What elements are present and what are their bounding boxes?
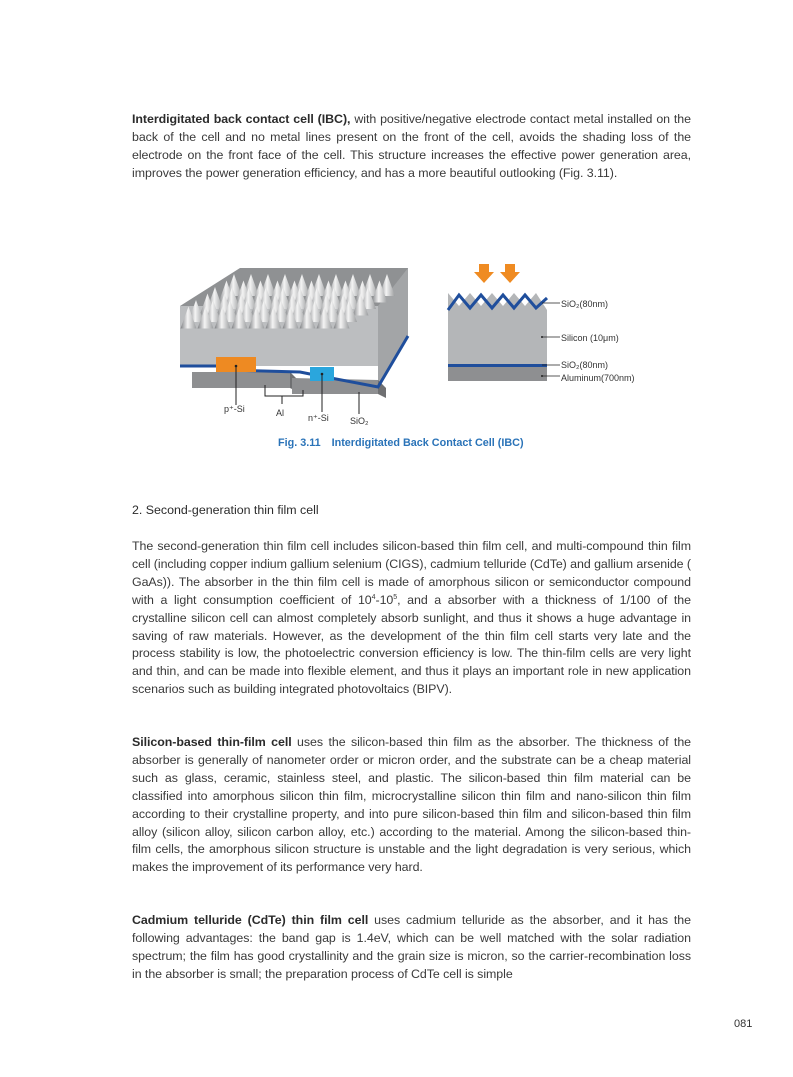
ibc-diagram bbox=[170, 240, 670, 430]
page-number: 081 bbox=[734, 1018, 753, 1030]
exponent: 5 bbox=[393, 593, 398, 601]
paragraph-cdte bbox=[132, 912, 691, 984]
paragraph-text: The second-generation thin film cell includes silicon-based thin film cell, and multi-compound thin film cell (including copper indium gallium selenium (CIGS), cadmium telluride (CdTe) and gallium arsenide ( GaAs)). The absorber in the thin film cell is made of amorphous silicon or semiconductor compound with a light consumption coefficient of 10 bbox=[132, 539, 691, 607]
ibc-3d-cell-illustration bbox=[180, 268, 408, 426]
paragraph-text: uses the silicon-based thin film as the absorber. The thickness of the absorber is generally of nanometer order or micron order, and the substrate can be a cheap material such as glass, ceramic, stainless steel, and plastic. The silicon-based thin film material can be classified into amorphous silicon thin film, microcrystalline silicon thin film and nano-silicon thin film according to their crystalline property, and into pure silicon-based thin film and silicon-based thin film alloy (silicon alloy, silicon carbon alloy, etc.) according to the material. Among the silicon-based thin-film cells, the amorphous silicon structure is unstable and the light degradation is very serious, which makes the improvement of its performance very hard. bbox=[132, 735, 692, 875]
label-aluminum: Aluminum(700nm) bbox=[561, 373, 635, 383]
label-sio2: SiO₂ bbox=[350, 416, 369, 426]
label-p-si: p⁺-Si bbox=[224, 404, 245, 414]
term-cdte: Cadmium telluride (CdTe) thin film cell bbox=[132, 913, 369, 927]
figure-title: Interdigitated Back Contact Cell (IBC) bbox=[331, 437, 524, 449]
label-top-sio2: SiO₂(80nm) bbox=[561, 299, 609, 309]
section-heading: 2. Second-generation thin film cell bbox=[132, 503, 319, 517]
exponent: 4 bbox=[371, 593, 376, 601]
label-al: Al bbox=[276, 408, 285, 418]
paragraph-second-generation bbox=[132, 538, 691, 699]
label-bottom-sio2: SiO₂(80nm) bbox=[561, 360, 609, 370]
term-ibc: Interdigitated back contact cell (IBC), bbox=[132, 112, 351, 126]
paragraph-ibc bbox=[132, 111, 691, 183]
label-n-si: n⁺-Si bbox=[308, 413, 329, 423]
term-silicon-based: Silicon-based thin-film cell bbox=[132, 735, 292, 749]
paragraph-text: , and a absorber with a thickness of 1/100 of the crystalline silicon cell can almost completely absorb sunlight, and thus it shows a huge advantage in saving of raw materials. However, as the development of the thin film cell starts very late and the process stability is low, the photoelectric conversion efficiency is low. The thin-film cells are very light and thin, and can be made into flexible element, and thus it plays an important role in new application scenarios such as building integrated photovoltaics (BIPV). bbox=[132, 592, 691, 697]
figure-ibc bbox=[170, 240, 670, 430]
paragraph-text: -10 bbox=[375, 592, 394, 607]
ibc-cross-section-illustration bbox=[448, 264, 635, 383]
figure-caption bbox=[278, 437, 524, 449]
figure-number: Fig. 3.11 bbox=[278, 437, 321, 449]
paragraph-silicon-based bbox=[132, 734, 691, 877]
paragraph-ibc-text: with positive/negative electrode contact metal installed on the back of the cell and no metal lines present on the front of the cell, avoids the shading loss of the electrode on the front face of the cell. This structure increases the effective power generation area, improves the power generation efficiency, and has a more beautiful outlooking (Fig. 3.11). bbox=[132, 112, 691, 180]
label-silicon: Silicon (10μm) bbox=[561, 333, 619, 343]
sunlight-arrow-icon bbox=[474, 264, 520, 283]
paragraph-text: uses cadmium telluride as the absorber, and it has the following advantages: the band gap is 1.4eV, which can be well matched with the solar radiation spectrum; the film has good crystallinity and the grain size is micron, so the carrier-recombination loss in the absorber is small; the preparation process of CdTe cell is simple bbox=[132, 913, 691, 981]
